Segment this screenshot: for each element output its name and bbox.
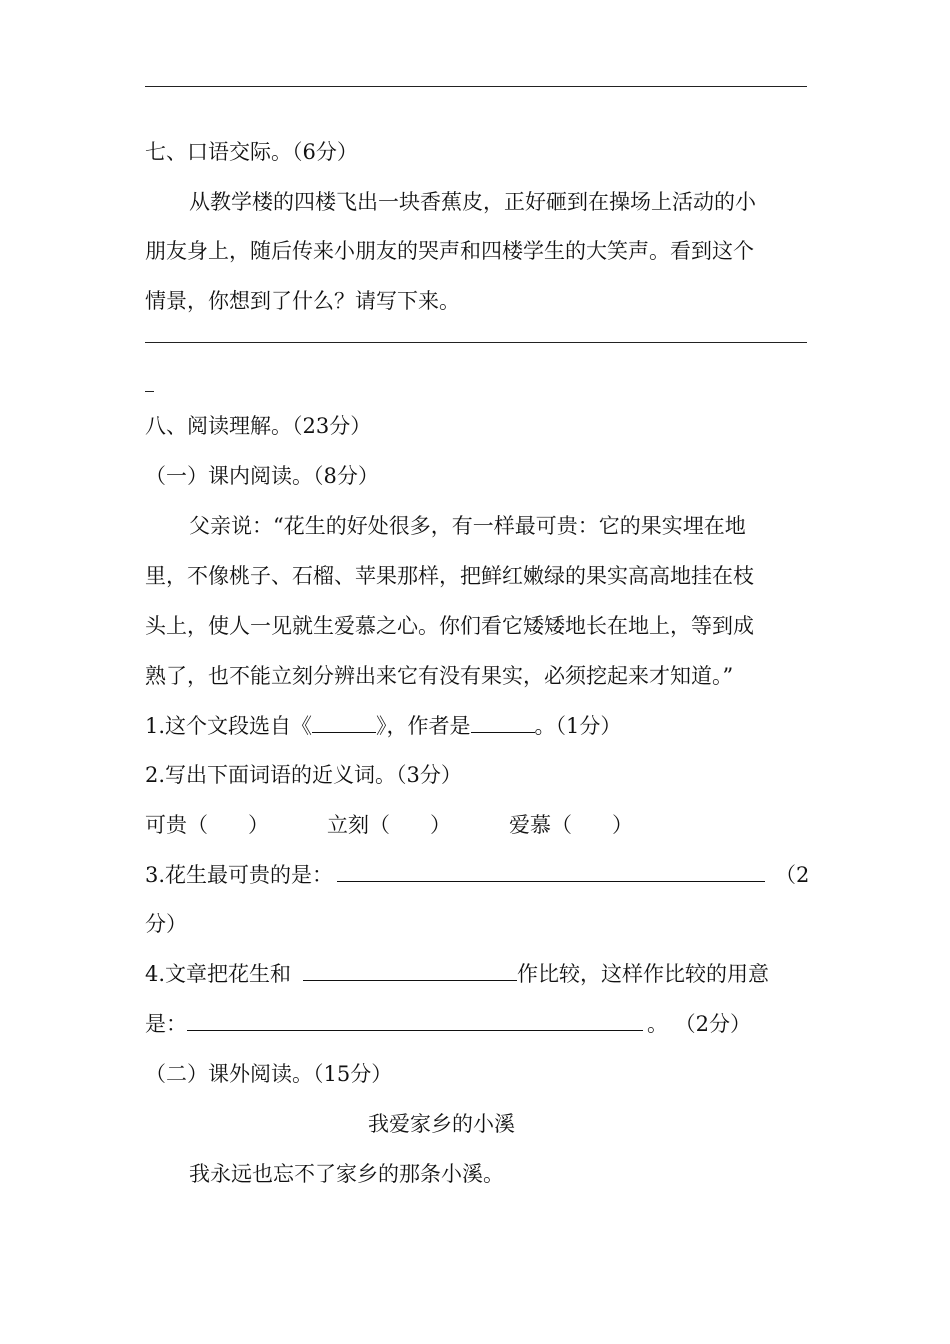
word-kegui: 可贵（ (145, 813, 208, 837)
q4-text-b: 作比较，这样作比较的用意 (517, 962, 770, 986)
q4-compare-blank[interactable] (303, 960, 517, 981)
part1-para-line-3: 头上，使人一见就生爱慕之心。你们看它矮矮地长在地上，等到成 (145, 614, 754, 638)
section7-para-line-1: 从教学楼的四楼飞出一块香蕉皮，正好砸到在操场上活动的小 (189, 190, 756, 214)
q4-text-c: 是： (145, 1012, 187, 1036)
section8-heading: 八、阅读理解。（23分） (145, 414, 372, 438)
q1-text-a: 1.这个文段选自《 (145, 714, 313, 738)
synonym-row (145, 811, 633, 839)
question-1 (145, 712, 621, 740)
word-aimu: 爱慕（ (509, 813, 572, 837)
question-2: 2.写出下面词语的近义词。（3分） (145, 763, 462, 787)
q4-continued (145, 1010, 751, 1038)
q3-text-a: 3.花生最可贵的是： (145, 863, 334, 887)
q4-purpose-blank[interactable] (187, 1010, 643, 1031)
q1-text-b: 》，作者是 (376, 714, 471, 738)
q1-source-blank[interactable] (312, 712, 376, 733)
word-aimu-close[interactable]: ） (612, 813, 633, 837)
part1-para-line-4: 熟了，也不能立刻分辨出来它有没有果实，必须挖起来才知道。” (145, 664, 734, 688)
q3-answer-blank[interactable] (337, 861, 765, 882)
q1-author-blank[interactable] (471, 712, 535, 733)
part1-para-line-1: 父亲说：“花生的好处很多，有一样最可贵：它的果实埋在地 (189, 514, 746, 538)
passage-first-line: 我永远也忘不了家乡的那条小溪。 (189, 1162, 504, 1186)
question-4 (145, 960, 769, 988)
passage-title: 我爱家乡的小溪 (368, 1112, 515, 1136)
word-like-close[interactable]: ） (430, 813, 451, 837)
section7-heading: 七、口语交际。（6分） (145, 140, 358, 164)
answer-line-mark (145, 391, 154, 392)
section7-para-line-3: 情景，你想到了什么？请写下来。 (145, 289, 460, 313)
q4-text-a: 4.文章把花生和 (145, 962, 292, 986)
q4-text-d: 。 （2分） (647, 1012, 752, 1036)
part1-heading: （一）课内阅读。（8分） (145, 464, 379, 488)
top-rule (145, 86, 807, 87)
part1-para-line-2: 里，不像桃子、石榴、苹果那样，把鲜红嫩绿的果实高高地挂在枝 (145, 564, 754, 588)
part2-heading: （二）课外阅读。（15分） (145, 1062, 393, 1086)
word-kegui-close[interactable]: ） (248, 813, 269, 837)
word-like: 立刻（ (327, 813, 390, 837)
answer-line[interactable] (145, 342, 807, 343)
q1-text-c: 。（1分） (534, 714, 622, 738)
question-3 (145, 861, 809, 889)
q3-continued: 分） (145, 912, 187, 936)
section7-para-line-2: 朋友身上，随后传来小朋友的哭声和四楼学生的大笑声。看到这个 (145, 239, 754, 263)
q3-text-b: （2 (775, 863, 810, 887)
